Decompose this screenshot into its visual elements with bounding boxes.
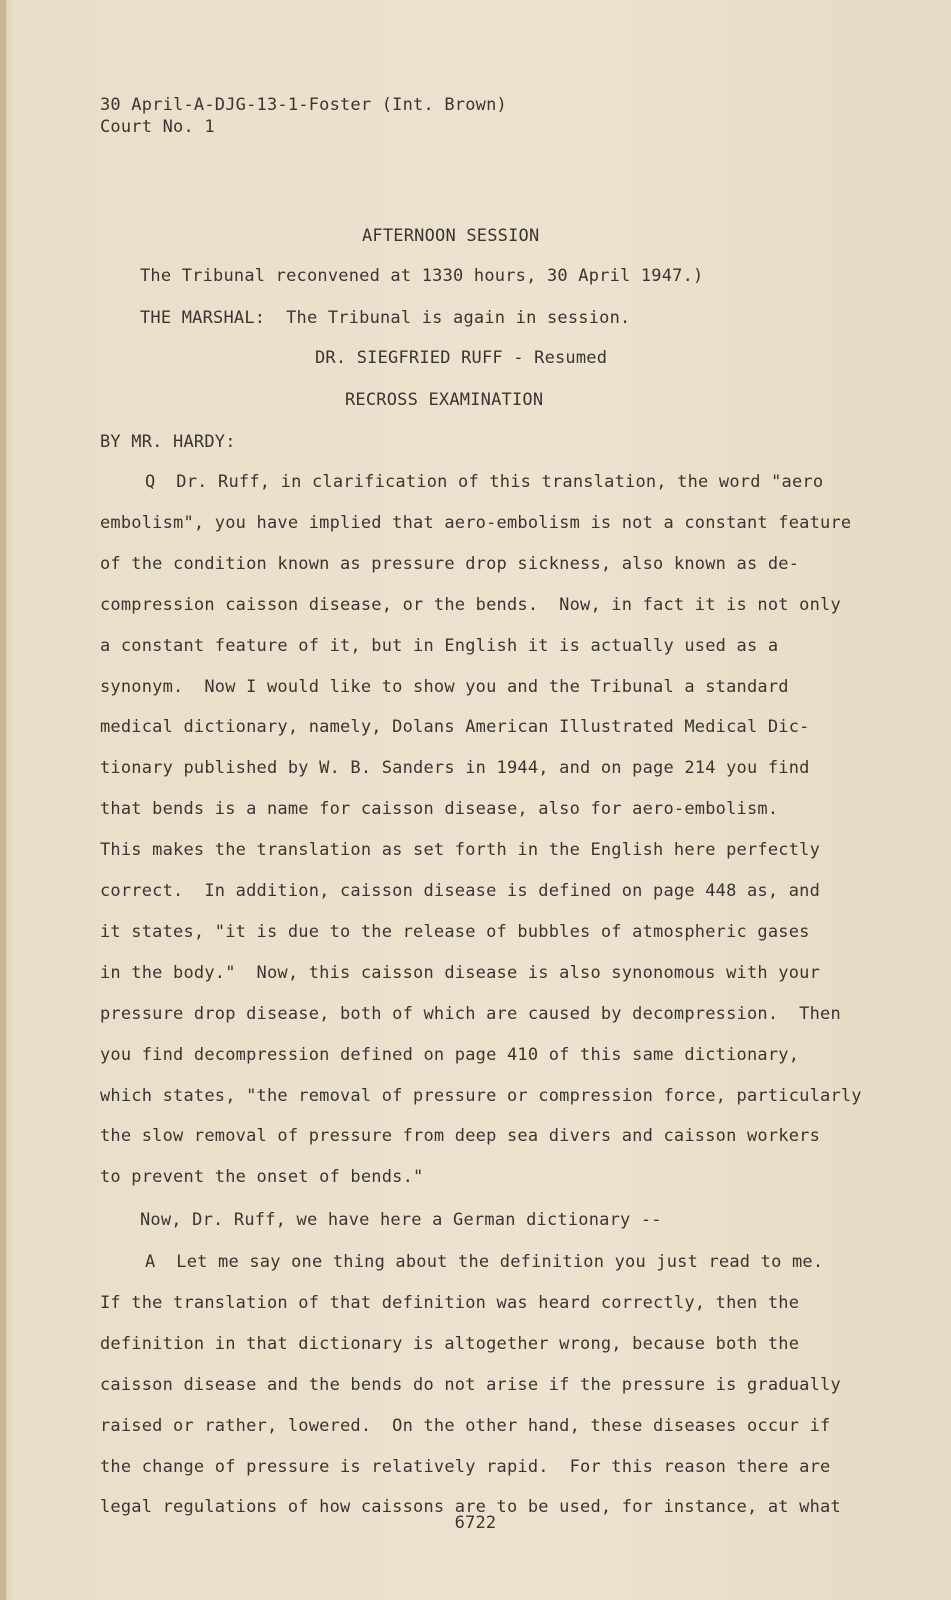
question-line: the slow removal of pressure from deep sea divers and caisson workers [100, 1126, 821, 1147]
question-line: synonym. Now I would like to show you and the Tribunal a standard [100, 676, 789, 697]
answer-line: the change of pressure is relatively rapid. For this reason there are [100, 1456, 831, 1477]
examiner-line: BY MR. HARDY: [100, 432, 236, 452]
page-number: 6722 [454, 1513, 497, 1533]
reconvened-line: The Tribunal reconvened at 1330 hours, 30 April 1947.) [140, 266, 704, 286]
answer-line: caisson disease and the bends do not arise if the pressure is gradually [100, 1374, 841, 1395]
answer-line: definition in that dictionary is altogether wrong, because both the [100, 1333, 800, 1354]
question-line: you find decompression defined on page 410 of this same dictionary, [100, 1044, 800, 1065]
session-title: AFTERNOON SESSION [362, 226, 540, 246]
question-line: of the condition known as pressure drop sickness, also known as de- [100, 553, 800, 574]
answer-line: If the translation of that definition was heard correctly, then the [100, 1292, 800, 1313]
question-line: correct. In addition, caisson disease is defined on page 448 as, and [100, 881, 821, 901]
question-line: compression caisson disease, or the bends. Now, in fact it is not only [100, 594, 841, 615]
question-line: embolism", you have implied that aero-embolism is not a constant feature [100, 512, 852, 533]
witness-title: DR. SIEGFRIED RUFF - Resumed [315, 348, 608, 368]
followup-line: Now, Dr. Ruff, we have here a German dictionary -- [140, 1210, 662, 1230]
question-line: pressure drop disease, both of which are caused by decompression. Then [100, 1003, 841, 1024]
header-line-2: Court No. 1 [100, 117, 215, 137]
question-line: which states, "the removal of pressure or compression force, particularly [100, 1085, 862, 1106]
paper-edge [0, 0, 6, 1600]
question-line: that bends is a name for caisson disease, also for aero-embolism. [100, 799, 779, 820]
exam-title: RECROSS EXAMINATION [345, 390, 544, 410]
question-line: Q Dr. Ruff, in clarification of this translation, the word "aero [145, 472, 824, 492]
question-line: it states, "it is due to the release of bubbles of atmospheric gases [100, 921, 810, 942]
marshal-line: THE MARSHAL: The Tribunal is again in session. [140, 308, 631, 328]
header-line-1: 30 April-A-DJG-13-1-Foster (Int. Brown) [100, 95, 507, 115]
question-line: tionary published by W. B. Sanders in 1944, and on page 214 you find [100, 758, 810, 779]
question-line: a constant feature of it, but in English it is actually used as a [100, 635, 779, 656]
question-line: to prevent the onset of bends." [100, 1167, 424, 1188]
answer-line: raised or rather, lowered. On the other hand, these diseases occur if [100, 1415, 831, 1436]
question-line: in the body." Now, this caisson disease is also synonomous with your [100, 962, 821, 983]
question-line: medical dictionary, namely, Dolans American Illustrated Medical Dic- [100, 717, 810, 738]
answer-line: A Let me say one thing about the definition you just read to me. [145, 1252, 824, 1272]
answer-line: legal regulations of how caissons are to be used, for instance, at what [100, 1497, 841, 1518]
question-line: This makes the translation as set forth in the English here perfectly [100, 840, 821, 861]
